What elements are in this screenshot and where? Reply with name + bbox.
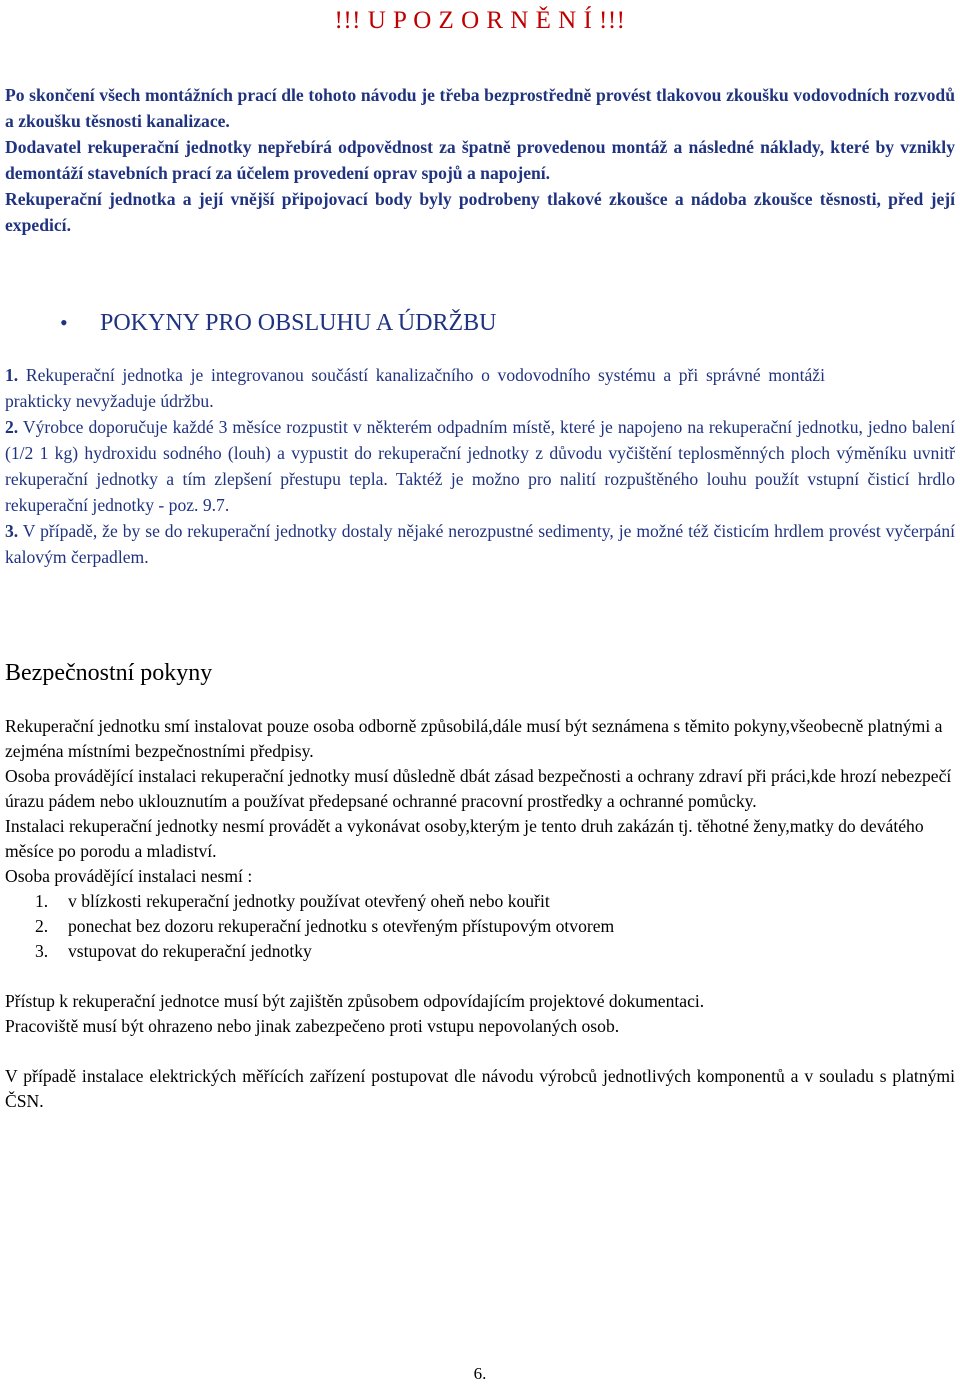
warning-paragraph-liability: Dodavatel rekuperační jednotky nepřebírá odpovědnost za špatně provedenou montáž a následné náklady, které by vznikly demontáží stavebních prací za účelem provedení oprav spojů a napojení. <box>5 137 955 183</box>
list-item <box>5 914 955 939</box>
safety-instructions <box>5 714 955 1114</box>
care-instructions <box>5 362 955 570</box>
warning-paragraph-pressure-test: Po skončení všech montážních prací dle tohoto návodu je třeba bezprostředně provést tlakovou zkoušku vodovodních rozvodů a zkoušku těsnosti kanalizace. <box>5 85 955 131</box>
safety-paragraph-restricted-persons: Instalaci rekuperační jednotky nesmí provádět a vykonávat osoby,kterým je tento druh zakázán tj. těhotné ženy,matky do devátého měsíce po porodu a mladiství. <box>5 816 924 861</box>
safety-paragraph-workplace: Pracoviště musí být ohrazeno nebo jinak zabezpečeno proti vstupu nepovolaných osob. <box>5 1016 620 1036</box>
list-item <box>5 939 955 964</box>
care-item-1 <box>5 362 825 414</box>
care-item-number: 3. <box>5 521 19 541</box>
list-item-number: 1. <box>35 891 49 911</box>
list-item-number: 2. <box>35 916 49 936</box>
warning-paragraph-factory-test: Rekuperační jednotka a její vnější připojovací body byly podrobeny tlakové zkoušce a nádoba zkoušce těsnosti, před její expedicí. <box>5 189 955 235</box>
care-item-3 <box>5 518 955 570</box>
safety-paragraph-qualification: Rekuperační jednotku smí instalovat pouze osoba odborně způsobilá,dále musí být seznámena s těmito pokyny,všeobecně platnými a zejména místními bezpečnostními předpisy. <box>5 716 943 761</box>
care-section-heading <box>60 306 497 340</box>
safety-paragraph-prohibitions-intro: Osoba provádějící instalaci nesmí : <box>5 866 253 886</box>
safety-paragraph-protection: Osoba provádějící instalaci rekuperační jednotky musí důsledně dbát zásad bezpečnosti a ochrany zdraví při práci,kde hrozí nebezpečí úrazu pádem nebo uklouznutím a používat předepsané ochranné pracovní prostředky a ochranné pomůcky. <box>5 766 952 811</box>
care-item-number: 2. <box>5 417 19 437</box>
prohibited-actions-list <box>5 889 955 964</box>
list-item-number: 3. <box>35 941 49 961</box>
care-item-text: Rekuperační jednotka je integrovanou součástí kanalizačního o vodovodního systému a při správné montáži prakticky nevyžaduje údržbu. <box>5 365 825 411</box>
list-item <box>5 889 955 914</box>
warning-block <box>5 82 955 238</box>
spacer <box>5 1039 955 1064</box>
spacer <box>5 964 955 989</box>
warning-title: !!! U P O Z O R N Ě N Í !!! <box>334 7 626 34</box>
care-item-number: 1. <box>5 365 19 385</box>
care-item-2 <box>5 414 955 518</box>
bullet-icon: • <box>60 310 68 335</box>
care-heading-text: POKYNY PRO OBSLUHU A ÚDRŽBU <box>100 310 497 336</box>
list-item-text: v blízkosti rekuperační jednotky používat otevřený oheň nebo kouřit <box>68 891 550 911</box>
care-item-text: V případě, že by se do rekuperační jednotky dostaly nějaké nerozpustné sedimenty, je možné též čisticím hrdlem provést vyčerpání kalovým čerpadlem. <box>5 521 955 567</box>
care-item-text: Výrobce doporučuje každé 3 měsíce rozpustit v některém odpadním místě, které je napojeno na rekuperační jednotku, jedno balení (1/2 1 kg) hydroxidu sodného (louh) a vypustit do rekuperační jednotky z důvodu vyčištění teplosměnných ploch výměníku uvnitř rekuperační jednotky a tím zlepšení přestupu tepla. Taktéž je možno pro nalití rozpuštěného louhu použít vstupní čisticí hrdlo rekuperační jednotky - poz. 9.7. <box>5 417 955 515</box>
safety-section-heading: Bezpečnostní pokyny <box>5 660 213 686</box>
list-item-text: ponechat bez dozoru rekuperační jednotku s otevřeným přístupovým otvorem <box>68 916 615 936</box>
page-number: 6. <box>473 1364 487 1383</box>
safety-paragraph-electrical: V případě instalace elektrických měřících zařízení postupovat dle návodu výrobců jednotlivých komponentů a v souladu s platnými ČSN. <box>5 1066 955 1111</box>
list-item-text: vstupovat do rekuperační jednotky <box>68 941 312 961</box>
safety-paragraph-access: Přístup k rekuperační jednotce musí být zajištěn způsobem odpovídajícím projektové dokumentaci. <box>5 991 705 1011</box>
